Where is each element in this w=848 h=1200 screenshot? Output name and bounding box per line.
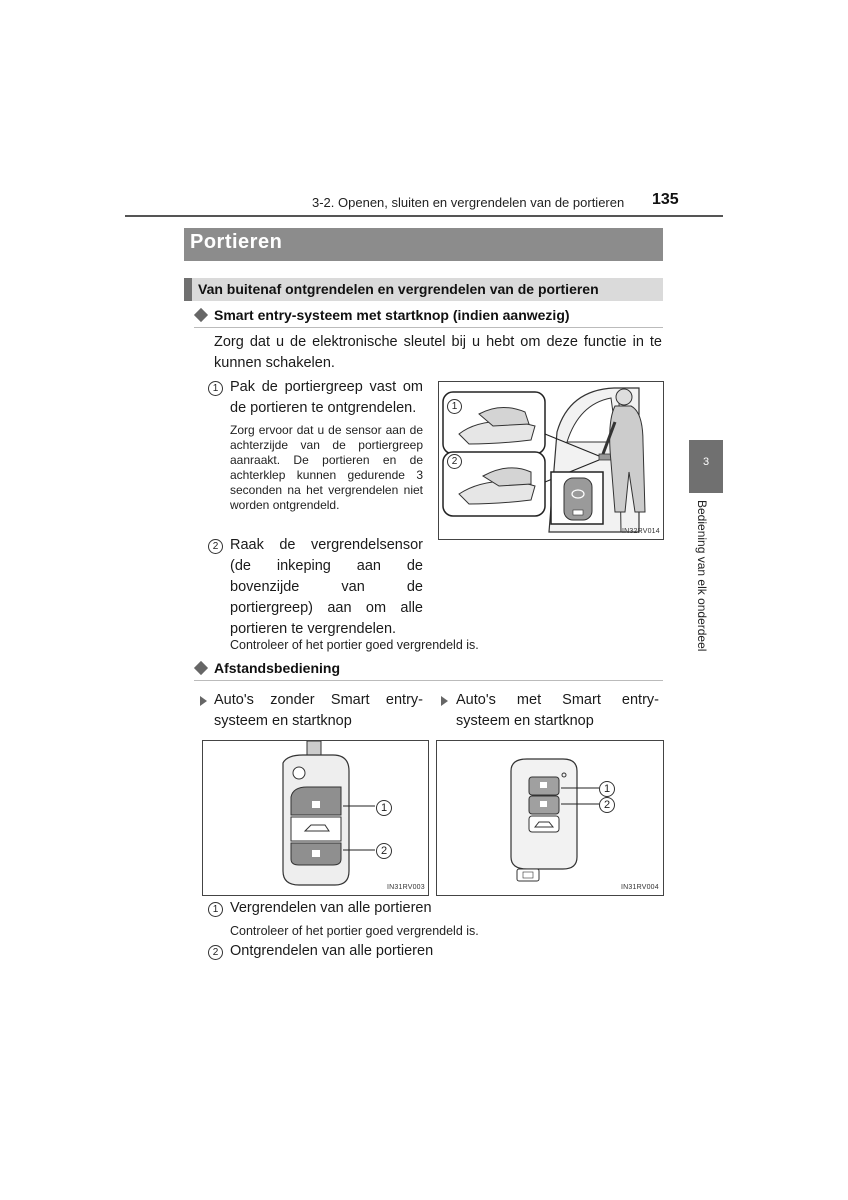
figure-callout: 1 xyxy=(599,781,615,797)
step1-text: Pak de portiergreep vast om de portieren te ontgrendelen. xyxy=(230,379,423,416)
item2-text: Ontgrendelen van alle portieren xyxy=(230,943,434,959)
smart-key-figure xyxy=(436,740,664,896)
item1-note: Controleer of het portier goed vergrendeld is. xyxy=(230,924,479,938)
flip-key-figure xyxy=(202,740,429,896)
figure-callout: 2 xyxy=(599,797,615,813)
circled-number-icon: 1 xyxy=(208,381,223,396)
section-subtitle: Van buitenaf ontgrendelen en vergrendelen van de portieren xyxy=(198,281,599,297)
door-handle-figure xyxy=(438,381,664,540)
smart-key-illustration xyxy=(437,741,663,895)
flip-key-illustration xyxy=(203,741,428,895)
figure-callout: 1 xyxy=(376,800,392,816)
triangle-bullet-icon xyxy=(200,696,207,706)
figure-callout: 2 xyxy=(447,454,462,469)
section-rule xyxy=(194,680,663,681)
intro-paragraph: Zorg dat u de elektronische sleutel bij u hebt om deze functie in te kunnen schakelen. xyxy=(214,334,662,371)
circled-number-icon: 1 xyxy=(208,902,223,917)
step2-text: Raak de vergrendelsensor (de inkeping aan de bovenzijde van de portiergreep) aan om alle portieren te vergrendelen. xyxy=(230,537,423,637)
col-left-heading: Auto's zonder Smart entry-systeem en startknop xyxy=(214,692,423,729)
chapter-tab-number: 3 xyxy=(702,456,710,468)
section-rule xyxy=(194,327,663,328)
col-right-heading: Auto's met Smart entry-systeem en startknop xyxy=(456,692,659,729)
diamond-bullet-icon xyxy=(194,661,208,675)
section-heading-remote: Afstandsbediening xyxy=(214,660,341,676)
figure-code: IN32RV014 xyxy=(622,528,660,535)
figure-code: IN31RV003 xyxy=(387,884,425,891)
triangle-bullet-icon xyxy=(441,696,448,706)
circled-number-icon: 2 xyxy=(208,539,223,554)
diamond-bullet-icon xyxy=(194,308,208,322)
page-title: Portieren xyxy=(190,231,283,253)
door-handle-illustration xyxy=(439,382,663,539)
item1-text: Vergrendelen van alle portieren xyxy=(230,900,432,916)
figure-code: IN31RV004 xyxy=(621,884,659,891)
running-header: 3-2. Openen, sluiten en vergrendelen van de portieren xyxy=(312,195,625,210)
section-heading-smart-entry: Smart entry-systeem met startknop (indien aanwezig) xyxy=(214,307,570,323)
header-rule xyxy=(125,215,723,217)
circled-number-icon: 2 xyxy=(208,945,223,960)
figure-callout: 1 xyxy=(447,399,462,414)
subtitle-bar-accent xyxy=(184,278,192,301)
check-note: Controleer of het portier goed vergrendeld is. xyxy=(230,638,479,652)
figure-callout: 2 xyxy=(376,843,392,859)
chapter-tab-label: Bediening van elk onderdeel xyxy=(695,500,709,652)
step1-note: Zorg ervoor dat u de sensor aan de achterzijde van de portiergreep aanraakt. De portieren en de achterklep kunnen gedurende 3 seconden na het vergrendelen niet worden ontgrendeld. xyxy=(230,423,423,512)
page-number: 135 xyxy=(652,191,679,208)
